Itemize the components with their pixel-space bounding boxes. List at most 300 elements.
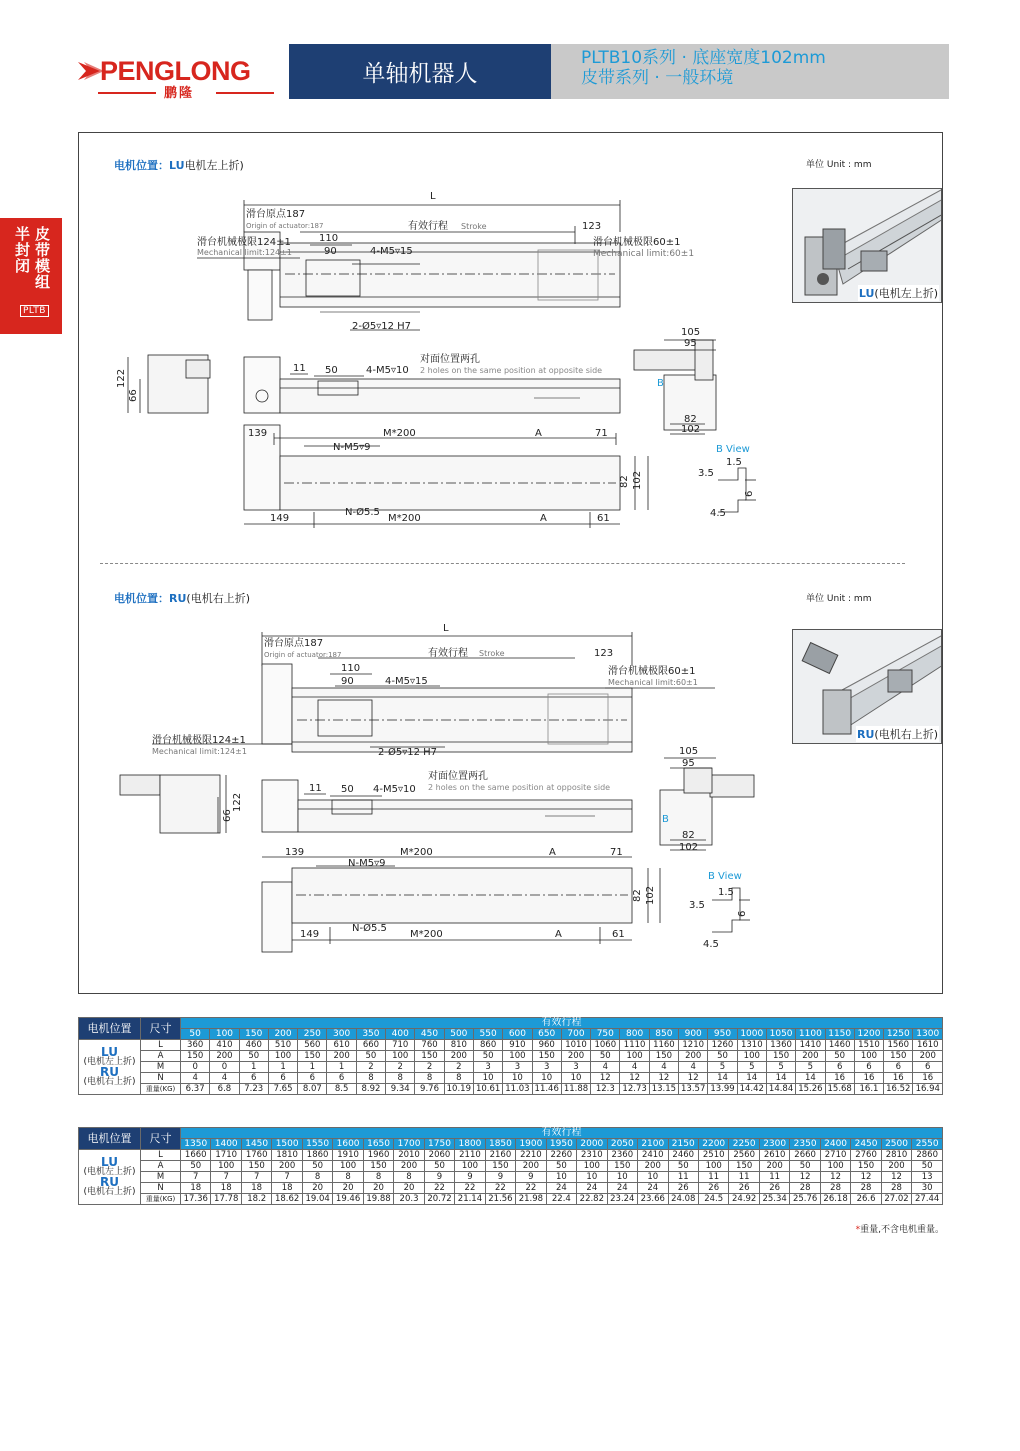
dim-123: 123 <box>582 221 602 232</box>
table-cell: 5 <box>737 1062 766 1073</box>
table-cell: 1560 <box>884 1040 913 1051</box>
row-label: M <box>141 1172 181 1183</box>
table-cell: 50 <box>239 1051 268 1062</box>
table-cell: 1610 <box>913 1040 943 1051</box>
table-cell: 11 <box>698 1172 728 1183</box>
position-lu-cn: (电机左上折) <box>83 1167 136 1177</box>
table-cell: 18.2 <box>241 1194 271 1205</box>
stroke-value: 1650 <box>363 1139 393 1150</box>
table-cell: 14 <box>708 1073 737 1084</box>
dim-102-side: 102 <box>645 885 656 905</box>
row-label: A <box>141 1051 181 1062</box>
table-cell: 19.46 <box>333 1194 363 1205</box>
stroke-value: 450 <box>415 1029 444 1040</box>
table-cell: 13.99 <box>708 1084 737 1095</box>
dim-6: 6 <box>737 910 748 917</box>
motor-position-cell <box>79 1150 141 1205</box>
table-cell: 150 <box>298 1051 327 1062</box>
hole-m5-10: 4-M5▿10 <box>366 365 409 376</box>
stroke-value: 750 <box>591 1029 620 1040</box>
section-code: RU <box>169 592 187 605</box>
table-cell: 23.66 <box>638 1194 668 1205</box>
table-cell: 16 <box>854 1073 883 1084</box>
table-cell: 11.03 <box>503 1084 532 1095</box>
dim-95: 95 <box>682 758 695 769</box>
dim-149: 149 <box>270 513 290 524</box>
dim-1-5: 1.5 <box>726 457 742 468</box>
stroke-label-en: Stroke <box>479 649 505 658</box>
stroke-value: 2300 <box>759 1139 789 1150</box>
table-cell: 2710 <box>820 1150 850 1161</box>
table-cell: 200 <box>561 1051 590 1062</box>
table-cell: 1160 <box>649 1040 678 1051</box>
table-cell: 23.24 <box>607 1194 637 1205</box>
table-cell: 1460 <box>825 1040 854 1051</box>
dim-102: 102 <box>681 424 701 435</box>
table-cell: 28 <box>820 1183 850 1194</box>
table-cell: 860 <box>473 1040 502 1051</box>
table-cell: 8 <box>386 1073 415 1084</box>
table-cell: 16 <box>913 1073 943 1084</box>
brand-name-cn: 鹏隆 <box>164 86 195 101</box>
table-cell: 50 <box>356 1051 385 1062</box>
table-cell: 24.92 <box>729 1194 759 1205</box>
table-cell: 610 <box>327 1040 356 1051</box>
table-stroke-row <box>79 1139 943 1150</box>
table-cell: 1 <box>268 1062 297 1073</box>
stroke-label-en: Stroke <box>461 222 487 231</box>
table-cell: 8 <box>363 1172 393 1183</box>
dim-71: 71 <box>595 428 608 439</box>
table-cell: 2810 <box>881 1150 911 1161</box>
dim-95: 95 <box>684 338 697 349</box>
stroke-value: 350 <box>356 1029 385 1040</box>
table-cell: 100 <box>386 1051 415 1062</box>
table-cell: 24 <box>577 1183 607 1194</box>
page-title: 单轴机器人 <box>289 44 551 99</box>
table-cell: 18 <box>272 1183 302 1194</box>
table-cell: 16.94 <box>913 1084 943 1095</box>
table-cell: 17.36 <box>181 1194 211 1205</box>
table-cell: 50 <box>912 1161 943 1172</box>
table-row <box>79 1062 943 1073</box>
table-cell: 17.78 <box>211 1194 241 1205</box>
table-cell: 2410 <box>638 1150 668 1161</box>
table-cell: 2 <box>356 1062 385 1073</box>
table-cell: 100 <box>620 1051 649 1062</box>
table-cell: 24.5 <box>698 1194 728 1205</box>
table-cell: 1210 <box>679 1040 708 1051</box>
row-label: M <box>141 1062 181 1073</box>
stroke-value: 2200 <box>698 1139 728 1150</box>
table-cell: 18.62 <box>272 1194 302 1205</box>
table-cell: 1760 <box>241 1150 271 1161</box>
table-cell: 8 <box>444 1073 473 1084</box>
drawing-lu <box>0 0 1020 560</box>
table-cell: 24 <box>638 1183 668 1194</box>
table-cell: 2760 <box>851 1150 881 1161</box>
table-cell: 410 <box>210 1040 239 1051</box>
table-cell: 13 <box>912 1172 943 1183</box>
table-cell: 11.88 <box>561 1084 590 1095</box>
origin-label-cn: 滑台原点187 <box>246 209 306 220</box>
table-cell: 200 <box>327 1051 356 1062</box>
stroke-value: 1100 <box>796 1029 825 1040</box>
stroke-value: 1900 <box>516 1139 546 1150</box>
table-cell: 14.42 <box>737 1084 766 1095</box>
table-cell: 5 <box>766 1062 795 1073</box>
table-cell: 50 <box>668 1161 698 1172</box>
table-cell: 20 <box>394 1183 424 1194</box>
table-row <box>79 1172 943 1183</box>
table-cell: 9.76 <box>415 1084 444 1095</box>
table-cell: 2460 <box>668 1150 698 1161</box>
table-cell: 150 <box>363 1161 393 1172</box>
table-cell: 13.57 <box>679 1084 708 1095</box>
table-cell: 2 <box>386 1062 415 1073</box>
weight-note <box>856 1222 944 1235</box>
table-cell: 10 <box>473 1073 502 1084</box>
stroke-value: 200 <box>268 1029 297 1040</box>
table-cell: 4 <box>649 1062 678 1073</box>
table-cell: 19.04 <box>302 1194 332 1205</box>
header-stroke: 有效行程 <box>181 1018 943 1029</box>
hole-m5-15: 4-M5▿15 <box>370 246 413 257</box>
table-cell: 1010 <box>561 1040 590 1051</box>
dim-A-bottom: A <box>555 929 562 940</box>
table-cell: 200 <box>913 1051 943 1062</box>
stroke-value: 2000 <box>577 1139 607 1150</box>
mech-limit-right-cn: 滑台机械极限60±1 <box>608 666 696 677</box>
table-cell: 16 <box>884 1073 913 1084</box>
section-prefix: 电机位置： <box>114 592 169 605</box>
table-cell: 760 <box>415 1040 444 1051</box>
table-cell: 150 <box>415 1051 444 1062</box>
stroke-value: 1400 <box>211 1139 241 1150</box>
table-cell: 2060 <box>424 1150 454 1161</box>
unit-label: 单位 Unit : mm <box>806 160 872 170</box>
stroke-value: 1000 <box>737 1029 766 1040</box>
stroke-value: 1250 <box>884 1029 913 1040</box>
section-suffix: (电机右上折) <box>186 592 250 605</box>
position-ru-cn: (电机右上折) <box>83 1187 136 1197</box>
dim-A-top: A <box>549 847 556 858</box>
table-cell: 22 <box>455 1183 485 1194</box>
table-cell: 200 <box>881 1161 911 1172</box>
table-cell: 100 <box>455 1161 485 1172</box>
table-cell: 150 <box>241 1161 271 1172</box>
origin-label-cn: 滑台原点187 <box>264 638 324 649</box>
hole-nm5: N-M5▿9 <box>348 858 386 869</box>
table-cell: 1310 <box>737 1040 766 1051</box>
table-cell: 100 <box>698 1161 728 1172</box>
table-cell: 1960 <box>363 1150 393 1161</box>
table-cell: 200 <box>394 1161 424 1172</box>
table-cell: 2 <box>415 1062 444 1073</box>
table-cell: 6 <box>268 1073 297 1084</box>
dim-m200-bottom: M*200 <box>388 513 421 524</box>
dim-149: 149 <box>300 929 320 940</box>
table-cell: 6.8 <box>210 1084 239 1095</box>
pin-hole: 2-Ø5▿12 H7 <box>352 321 412 332</box>
table-cell: 6 <box>327 1073 356 1084</box>
dim-122: 122 <box>232 792 243 812</box>
table-cell: 11 <box>668 1172 698 1183</box>
table-cell: 11 <box>729 1172 759 1183</box>
table-cell: 22.4 <box>546 1194 576 1205</box>
stroke-value: 2150 <box>668 1139 698 1150</box>
dim-102-side: 102 <box>632 470 643 490</box>
table-cell: 0 <box>181 1062 210 1073</box>
table-cell: 3 <box>473 1062 502 1073</box>
table-cell: 1 <box>239 1062 268 1073</box>
position-ru: RU <box>100 1065 119 1079</box>
unit-label: 单位 Unit : mm <box>806 594 872 604</box>
note-text: 重量,不含电机重量。 <box>860 1225 944 1235</box>
stroke-value: 1050 <box>766 1029 795 1040</box>
dim-82-side: 82 <box>619 475 630 488</box>
table-cell: 200 <box>272 1161 302 1172</box>
dim-11: 11 <box>309 783 322 794</box>
table-cell: 5 <box>708 1062 737 1073</box>
table-cell: 2660 <box>790 1150 820 1161</box>
table-cell: 660 <box>356 1040 385 1051</box>
stroke-value: 650 <box>532 1029 561 1040</box>
row-label: L <box>141 1040 181 1051</box>
table-cell: 100 <box>268 1051 297 1062</box>
table-cell: 2560 <box>729 1150 759 1161</box>
dim-50: 50 <box>341 784 354 795</box>
table-cell: 19.88 <box>363 1194 393 1205</box>
table-cell: 12 <box>679 1073 708 1084</box>
table-cell: 9.34 <box>386 1084 415 1095</box>
series-line-2: 皮带系列 · 一般环境 <box>581 68 734 88</box>
table-cell: 15.68 <box>825 1084 854 1095</box>
b-view-label: B View <box>716 444 750 455</box>
table-cell: 22 <box>516 1183 546 1194</box>
table-cell: 560 <box>298 1040 327 1051</box>
photo-caption-code: LU <box>858 287 875 300</box>
table-cell: 100 <box>211 1161 241 1172</box>
table-cell: 12.3 <box>591 1084 620 1095</box>
stroke-value: 2400 <box>820 1139 850 1150</box>
stroke-value: 1500 <box>272 1139 302 1150</box>
dim-A-top: A <box>535 428 542 439</box>
row-label: A <box>141 1161 181 1172</box>
table-cell: 1910 <box>333 1150 363 1161</box>
stroke-value: 1200 <box>854 1029 883 1040</box>
table-cell: 10.19 <box>444 1084 473 1095</box>
table-cell: 150 <box>884 1051 913 1062</box>
dim-m200-top: M*200 <box>383 428 416 439</box>
dim-110: 110 <box>341 663 361 674</box>
view-marker-B: B <box>657 378 664 389</box>
brand-name: PENGLONG <box>100 56 251 86</box>
table-cell: 1110 <box>620 1040 649 1051</box>
stroke-label-cn: 有效行程 <box>408 221 448 232</box>
table-cell: 50 <box>424 1161 454 1172</box>
table-cell: 25.76 <box>790 1194 820 1205</box>
table-cell: 13.15 <box>649 1084 678 1095</box>
table-cell: 150 <box>607 1161 637 1172</box>
hole-m5-10: 4-M5▿10 <box>373 784 416 795</box>
table-cell: 12 <box>649 1073 678 1084</box>
table-cell: 1410 <box>796 1040 825 1051</box>
header-motor-position: 电机位置 <box>79 1018 141 1040</box>
dim-139: 139 <box>285 847 305 858</box>
drawing-ru <box>0 560 1020 980</box>
table-cell: 27.44 <box>912 1194 943 1205</box>
dim-61: 61 <box>612 929 625 940</box>
table-cell: 3 <box>503 1062 532 1073</box>
table-cell: 12 <box>820 1172 850 1183</box>
table-cell: 6 <box>825 1062 854 1073</box>
table-row <box>79 1051 943 1062</box>
stroke-value: 2450 <box>851 1139 881 1150</box>
stroke-value: 100 <box>210 1029 239 1040</box>
mech-limit-right-en: Mechanical limit:60±1 <box>593 249 695 259</box>
table-cell: 15.26 <box>796 1084 825 1095</box>
table-cell: 8 <box>333 1172 363 1183</box>
dim-71: 71 <box>610 847 623 858</box>
table-cell: 2360 <box>607 1150 637 1161</box>
opposite-side-en: 2 holes on the same position at opposite side <box>420 366 603 375</box>
origin-label-en: Origin of actuator:187 <box>264 651 342 659</box>
table-cell: 150 <box>181 1051 210 1062</box>
stroke-value: 700 <box>561 1029 590 1040</box>
dim-50: 50 <box>325 365 338 376</box>
table-cell: 4 <box>591 1062 620 1073</box>
table-cell: 12 <box>851 1172 881 1183</box>
table-cell: 200 <box>796 1051 825 1062</box>
header-size: 尺寸 <box>141 1128 181 1150</box>
photo-caption-text: (电机左上折) <box>874 287 938 300</box>
origin-label-en: Origin of actuator:187 <box>246 222 324 230</box>
table-cell: 26 <box>729 1183 759 1194</box>
dim-122: 122 <box>116 368 127 388</box>
stroke-value: 250 <box>298 1029 327 1040</box>
table-cell: 2510 <box>698 1150 728 1161</box>
row-label: 重量(KG) <box>141 1194 181 1205</box>
table-cell: 6 <box>854 1062 883 1073</box>
table-cell: 2160 <box>485 1150 515 1161</box>
table-cell: 6 <box>884 1062 913 1073</box>
table-cell: 27.02 <box>881 1194 911 1205</box>
opposite-side-cn: 对面位置两孔 <box>428 771 488 782</box>
dim-82-side: 82 <box>632 889 643 902</box>
position-ru-cn: (电机右上折) <box>83 1077 136 1087</box>
b-view-label: B View <box>708 871 742 882</box>
table-cell: 8.07 <box>298 1084 327 1095</box>
section-suffix: 电机左上折) <box>184 159 244 172</box>
table-cell: 9 <box>424 1172 454 1183</box>
note-star: * <box>855 1225 861 1235</box>
table-cell: 50 <box>181 1161 211 1172</box>
table-cell: 10 <box>638 1172 668 1183</box>
stroke-value: 1600 <box>333 1139 363 1150</box>
table-cell: 6.37 <box>181 1084 210 1095</box>
stroke-value: 2350 <box>790 1139 820 1150</box>
table-cell: 100 <box>577 1161 607 1172</box>
photo-caption-code: RU <box>857 728 875 741</box>
table-cell: 11.46 <box>532 1084 561 1095</box>
table-cell: 20 <box>302 1183 332 1194</box>
dim-3-5: 3.5 <box>689 900 705 911</box>
mech-limit-left-cn: 滑台机械极限124±1 <box>152 735 246 746</box>
stroke-value: 2050 <box>607 1139 637 1150</box>
table-cell: 100 <box>820 1161 850 1172</box>
opposite-side-en: 2 holes on the same position at opposite side <box>428 783 611 792</box>
header-size: 尺寸 <box>141 1018 181 1040</box>
header-stroke: 有效行程 <box>181 1128 943 1139</box>
mech-limit-right-cn: 滑台机械极限60±1 <box>593 237 681 248</box>
table-cell: 7 <box>272 1172 302 1183</box>
opposite-side-cn: 对面位置两孔 <box>420 354 480 365</box>
table-cell: 4 <box>679 1062 708 1073</box>
table-cell: 20 <box>333 1183 363 1194</box>
table-cell: 200 <box>516 1161 546 1172</box>
table-cell: 26 <box>759 1183 789 1194</box>
dim-4-5: 4.5 <box>710 508 726 519</box>
table-cell: 510 <box>268 1040 297 1051</box>
table-cell: 28 <box>851 1183 881 1194</box>
table-cell: 14 <box>737 1073 766 1084</box>
table-cell: 200 <box>210 1051 239 1062</box>
table-cell: 200 <box>638 1161 668 1172</box>
table-cell: 24 <box>546 1183 576 1194</box>
table-cell: 26 <box>698 1183 728 1194</box>
table-cell: 200 <box>444 1051 473 1062</box>
table-header-row <box>79 1128 943 1139</box>
table-cell: 3 <box>532 1062 561 1073</box>
table-row <box>79 1084 943 1095</box>
dim-1-5: 1.5 <box>718 887 734 898</box>
table-cell: 8 <box>356 1073 385 1084</box>
table-cell: 100 <box>737 1051 766 1062</box>
stroke-value: 1800 <box>455 1139 485 1150</box>
position-ru: RU <box>100 1175 119 1189</box>
table-cell: 25.34 <box>759 1194 789 1205</box>
table-cell: 1060 <box>591 1040 620 1051</box>
side-tab-label-a: 皮带模组 <box>33 226 51 290</box>
table-cell: 2010 <box>394 1150 424 1161</box>
stroke-value: 1550 <box>302 1139 332 1150</box>
table-cell: 9 <box>516 1172 546 1183</box>
table-cell: 0 <box>210 1062 239 1073</box>
mech-limit-left-en: Mechanical limit:124±1 <box>197 248 292 257</box>
dim-102: 102 <box>679 842 699 853</box>
dim-105: 105 <box>679 746 699 757</box>
mech-limit-right-en: Mechanical limit:60±1 <box>608 678 698 687</box>
table-cell: 50 <box>790 1161 820 1172</box>
table-cell: 6 <box>298 1073 327 1084</box>
dim-105: 105 <box>681 327 701 338</box>
table-cell: 4 <box>181 1073 210 1084</box>
table-cell: 5 <box>796 1062 825 1073</box>
stroke-value: 500 <box>444 1029 473 1040</box>
dim-123: 123 <box>594 648 614 659</box>
table-row <box>79 1150 943 1161</box>
table-cell: 8.92 <box>356 1084 385 1095</box>
row-label: L <box>141 1150 181 1161</box>
table-cell: 18 <box>211 1183 241 1194</box>
dim-82: 82 <box>684 414 697 425</box>
stroke-value: 300 <box>327 1029 356 1040</box>
table-cell: 1 <box>327 1062 356 1073</box>
table-cell: 22.82 <box>577 1194 607 1205</box>
table-cell: 150 <box>729 1161 759 1172</box>
table-cell: 7 <box>181 1172 211 1183</box>
